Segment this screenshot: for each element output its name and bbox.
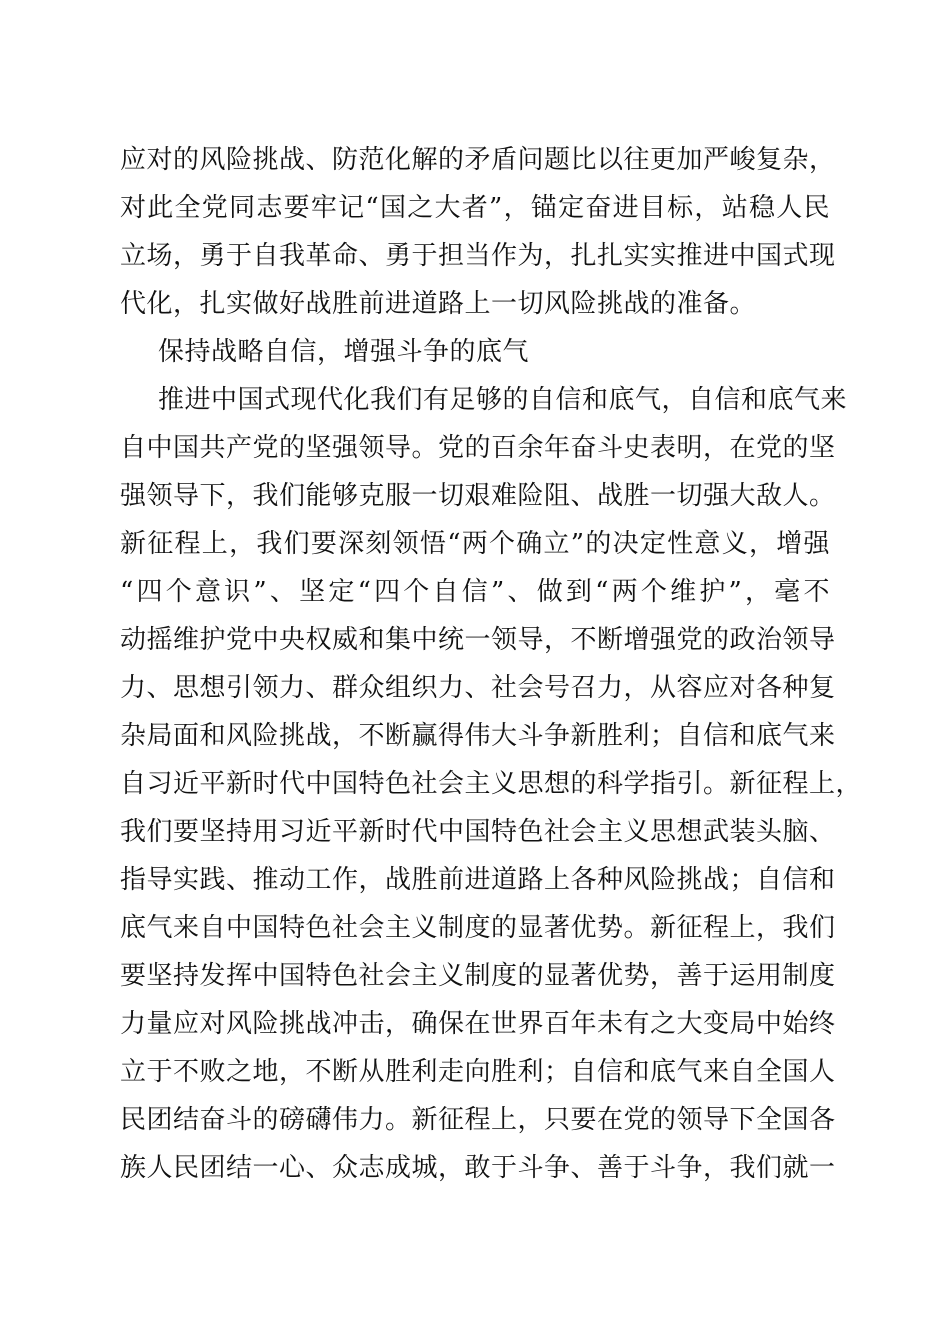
paragraph-2-line-8: 杂局面和风险挑战，不断赢得伟大斗争新胜利；自信和底气来: [120, 721, 836, 751]
paragraph-2-line-9: 自习近平新时代中国特色社会主义思想的科学指引。新征程上，: [120, 769, 863, 799]
paragraph-2-line-10: 我们要坚持用习近平新时代中国特色社会主义思想武装头脑、: [120, 817, 836, 847]
paragraph-2-line-1: 推进中国式现代化我们有足够的自信和底气，自信和底气来: [158, 385, 848, 415]
paragraph-2-line-12: 底气来自中国特色社会主义制度的显著优势。新征程上，我们: [120, 913, 836, 943]
paragraph-1-line-4: 代化，扎实做好战胜前进道路上一切风险挑战的准备。: [120, 289, 757, 319]
paragraph-2-line-7: 力、思想引领力、群众组织力、社会号召力，从容应对各种复: [120, 673, 836, 703]
paragraph-2-line-6: 动摇维护党中央权威和集中统一领导，不断增强党的政治领导: [120, 625, 836, 655]
paragraph-2-line-17: 族人民团结一心、众志成城，敢于斗争、善于斗争，我们就一: [120, 1153, 836, 1183]
paragraph-2-line-14: 力量应对风险挑战冲击，确保在世界百年未有之大变局中始终: [120, 1009, 836, 1039]
section-heading: 保持战略自信，增强斗争的底气: [158, 337, 530, 367]
paragraph-2-line-5: “四个意识”、坚定“四个自信”、做到“两个维护”，毫不: [120, 577, 830, 607]
paragraph-2-line-11: 指导实践、推动工作，战胜前进道路上各种风险挑战；自信和: [120, 865, 836, 895]
paragraph-1-line-1: 应对的风险挑战、防范化解的矛盾问题比以往更加严峻复杂，: [120, 145, 836, 175]
paragraph-2-line-15: 立于不败之地，不断从胜利走向胜利；自信和底气来自全国人: [120, 1057, 836, 1087]
paragraph-2-line-3: 强领导下，我们能够克服一切艰难险阻、战胜一切强大敌人。: [120, 481, 836, 511]
paragraph-1-line-3: 立场，勇于自我革命、勇于担当作为，扎扎实实推进中国式现: [120, 241, 836, 271]
paragraph-2-line-4: 新征程上，我们要深刻领悟“两个确立”的决定性意义，增强: [120, 529, 830, 559]
paragraph-2-line-13: 要坚持发挥中国特色社会主义制度的显著优势，善于运用制度: [120, 961, 836, 991]
paragraph-2-line-2: 自中国共产党的坚强领导。党的百余年奋斗史表明，在党的坚: [120, 433, 836, 463]
paragraph-1-line-2: 对此全党同志要牢记“国之大者”，锚定奋进目标，站稳人民: [120, 193, 830, 223]
paragraph-2-line-16: 民团结奋斗的磅礴伟力。新征程上，只要在党的领导下全国各: [120, 1105, 836, 1135]
document-body: [120, 136, 863, 1192]
